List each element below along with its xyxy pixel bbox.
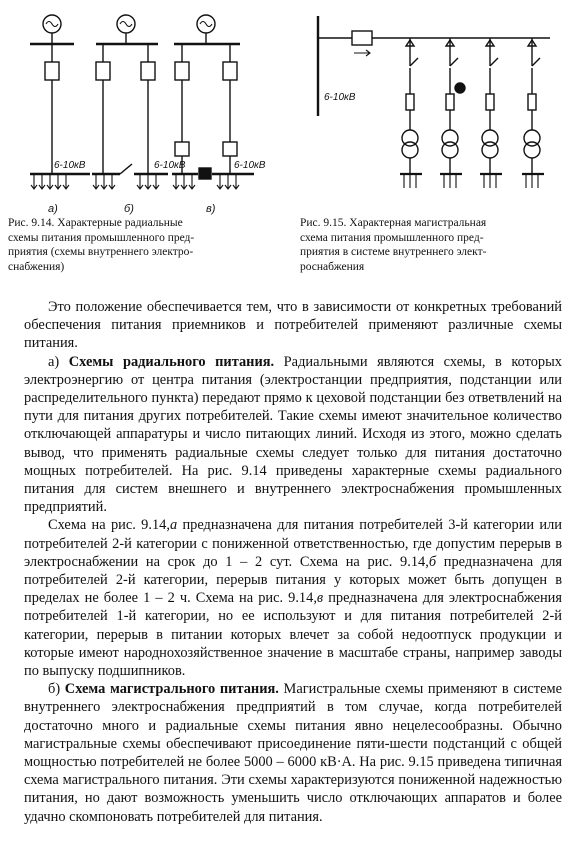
fuse-icon [446, 94, 454, 110]
caption-line: снабжения) [8, 260, 65, 273]
trunk-scheme-diagram [300, 6, 566, 216]
switch-box-icon [352, 31, 372, 45]
caption-line: схема питания промышленного пред- [300, 231, 484, 244]
figure-9-14-radial-schemes [8, 6, 270, 216]
figure-9-15-caption [300, 216, 566, 274]
transformer-icon [402, 142, 418, 158]
transformer-icon [524, 142, 540, 158]
variant-letter: в [316, 590, 324, 607]
direction-arrow-icon [354, 50, 370, 56]
variant-label-a: а) [48, 203, 58, 215]
transformer-icon [442, 142, 458, 158]
item-prefix: б) [48, 681, 65, 698]
text-fragment: предназначена для электроснабжения потребителей 1-й категории, но ее используют и для питания потребителей 2-й категории, перерыв в питании которых влечет за собой недоотпуск продукции и которые имеют народнохозяйственное значение в масштабе страны, например заводы по выпуску подшипников. [24, 590, 562, 680]
body-text [24, 298, 562, 826]
variant-label-b: б) [124, 203, 134, 215]
variant-letter: б [428, 553, 437, 570]
paragraph-scheme-variants [24, 516, 562, 680]
item-prefix: а) [48, 353, 69, 370]
switch-box-icon [45, 62, 59, 80]
section-breaker-icon [199, 168, 211, 179]
fuse-icon [486, 94, 494, 110]
figure-9-14-caption [8, 216, 270, 274]
consumer-outgoing-lines [404, 174, 538, 188]
paragraph-body: Магистральные схемы применяют в системе внутреннего электроснабжения предприятий в том случае, когда потребителей достаточно много и радиальные схемы питания явно нецелесообразны. Обычно магистральные схемы обеспечивают присоединение пяти-шести подстанций с общей мощностью потребителей не более 5000 – 6000 кВ·А. На рис. 9.15 приведена типичная схема магистрального питания. Эти схемы характеризуются пониженной надежностью питания, но дают возможность уменьшить число отключающих аппаратов и более удачно скомпоновать потребителей для питания. [24, 681, 562, 825]
caption-line: приятия (схемы внутреннего электро- [8, 246, 194, 259]
transformer-icon [482, 142, 498, 158]
caption-line: роснабжения [300, 260, 365, 273]
paragraph-body: Радиальными являются схемы, в которых электроэнергию от центра питания (электростанции предприятия, подстанции или распределительного пункта) передают прямо к цеховой подстанции без ответвлений на пути для питания других потребителей. Такие схемы имеют значительное количество отключающей аппаратуры и число питающих линий. Исходя из этого, можно сделать вывод, что применять радиальные схемы следует только для питания достаточно мощных потребителей. На рис. 9.14 приведены характерные схемы радиального питания для систем внешнего и внутреннего электроснабжения промышленных предприятий. [24, 353, 562, 516]
fuse-icon [528, 94, 536, 110]
caption-line: приятия в системе внутреннего элект- [300, 246, 487, 259]
caption-line: Рис. 9.15. Характерная магистральная [300, 217, 487, 229]
text-fragment: предназначена для потребителей 2-й категории, перерыв питания у которых может быть допущен в пределах не более 1 – 2 ч. Схема на рис. 9.14, [24, 553, 562, 607]
section-title-radial: Схемы радиального питания. [68, 353, 275, 370]
voltage-label: 6-10кВ [234, 160, 266, 171]
variant-letter: а [169, 517, 178, 534]
voltage-label: 6-10кВ [54, 160, 86, 171]
paragraph-trunk [24, 680, 562, 826]
paragraph-intro: Это положение обеспечивается тем, что в зависимости от конкретных требований обеспечения питания приемников и потребителей применяют различные схемы питания. [24, 299, 562, 352]
caption-line: Рис. 9.14. Характерные радиальные [8, 217, 183, 229]
trunk-branches [400, 38, 544, 174]
voltage-label: 6-10кВ [154, 160, 186, 171]
caption-line: схемы питания промышленного пред- [8, 231, 195, 244]
fault-point-icon [455, 83, 465, 93]
section-title-trunk: Схема магистрального питания. [64, 681, 279, 698]
radial-schemes-diagram [8, 6, 270, 216]
text-fragment: Схема на рис. 9.14, [48, 517, 170, 534]
paragraph-radial [24, 353, 562, 517]
sectional-switch-icon [120, 164, 132, 174]
variant-label-c: в) [206, 203, 216, 215]
figure-9-15-trunk-scheme [300, 6, 566, 216]
text-fragment: предназначена для питания потребителей 3-й категории или потребителей 2-й категории с пониженной ответственностью, где допустим перерыв в электроснабжении на срок до 1 – 2 сут. Схема на рис. 9.14, [24, 517, 562, 570]
voltage-label: 6-10кВ [324, 92, 356, 103]
fuse-icon [406, 94, 414, 110]
